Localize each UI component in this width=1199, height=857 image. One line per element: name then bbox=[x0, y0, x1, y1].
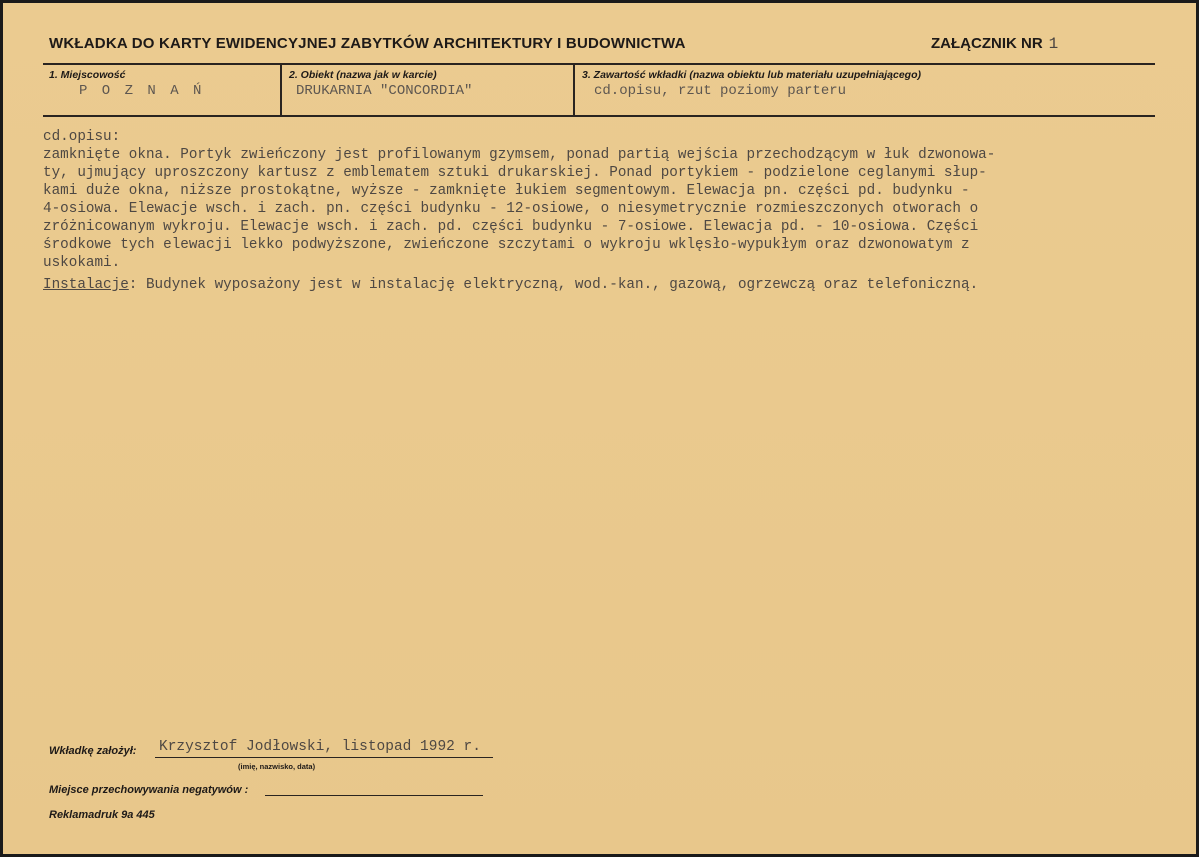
installations-line bbox=[43, 276, 1163, 294]
description-line: zamknięte okna. Portyk zwieńczony jest profilowanym gzymsem, ponad partią wejścia przechodzącym w łuk dzwonowa- bbox=[43, 147, 996, 163]
author-label: Wkładkę założył: bbox=[49, 745, 137, 757]
author-value: Krzysztof Jodłowski, listopad 1992 r. bbox=[159, 739, 481, 755]
description-line: ty, ujmujący uproszczony kartusz z emblematem sztuki drukarskiej. Ponad portykiem - podzielone ceglanymi słup- bbox=[43, 165, 987, 181]
installations-label: Instalacje bbox=[43, 277, 129, 293]
card-title: WKŁADKA DO KARTY EWIDENCYJNEJ ZABYTKÓW ARCHITEKTURY I BUDOWNICTWA bbox=[49, 35, 686, 52]
attachment-number: 1 bbox=[1048, 35, 1059, 53]
description-line: uskokami. bbox=[43, 255, 121, 271]
fields-bottom-rule bbox=[43, 115, 1155, 117]
attachment-label: ZAŁĄCZNIK NR bbox=[931, 35, 1043, 52]
object-value: DRUKARNIA "CONCORDIA" bbox=[296, 83, 473, 99]
field-divider-2 bbox=[573, 63, 575, 117]
location-label: 1. Miejscowość bbox=[49, 69, 126, 81]
description-line: zróżnicowanym wykroju. Elewacje wsch. i zach. pd. części budynku - 7-osiowe. Elewacja pd. - 10-osiowa. Części bbox=[43, 219, 979, 235]
header-rule bbox=[43, 63, 1155, 65]
attachment-number-field bbox=[931, 35, 1058, 53]
negatives-label: Miejsce przechowywania negatywów : bbox=[49, 784, 249, 796]
installations-text: : Budynek wyposażony jest w instalację elektryczną, wod.-kan., gazową, ogrzewczą oraz telefoniczną. bbox=[128, 277, 979, 293]
content-value: cd.opisu, rzut poziomy parteru bbox=[594, 83, 847, 99]
description-line: środkowe tych elewacji lekko podwyższone, zwieńczone szczytami o wykroju wklęsło-wypukłym oraz dzwonowatym z bbox=[43, 237, 970, 253]
description-line: 4-osiowa. Elewacje wsch. i zach. pn. części budynku - 12-osiowe, o niesymetrycznie rozmieszczonych otworach o bbox=[43, 201, 979, 217]
negatives-underline bbox=[265, 795, 483, 796]
author-underline bbox=[155, 757, 493, 758]
description-line: cd.opisu: bbox=[43, 129, 121, 145]
printer-imprint: Reklamadruk 9a 445 bbox=[49, 809, 155, 821]
location-value: P O Z N A Ń bbox=[79, 83, 205, 99]
field-divider-1 bbox=[280, 63, 282, 117]
description-line: kami duże okna, niższe prostokątne, wyższe - zamknięte łukiem segmentowym. Elewacja pn. części pd. budynku - bbox=[43, 183, 970, 199]
content-label: 3. Zawartość wkładki (nazwa obiektu lub materiału uzupełniającego) bbox=[582, 69, 921, 81]
object-label: 2. Obiekt (nazwa jak w karcie) bbox=[289, 69, 437, 81]
author-caption: (imię, nazwisko, data) bbox=[238, 762, 316, 771]
description-text bbox=[43, 128, 1163, 294]
